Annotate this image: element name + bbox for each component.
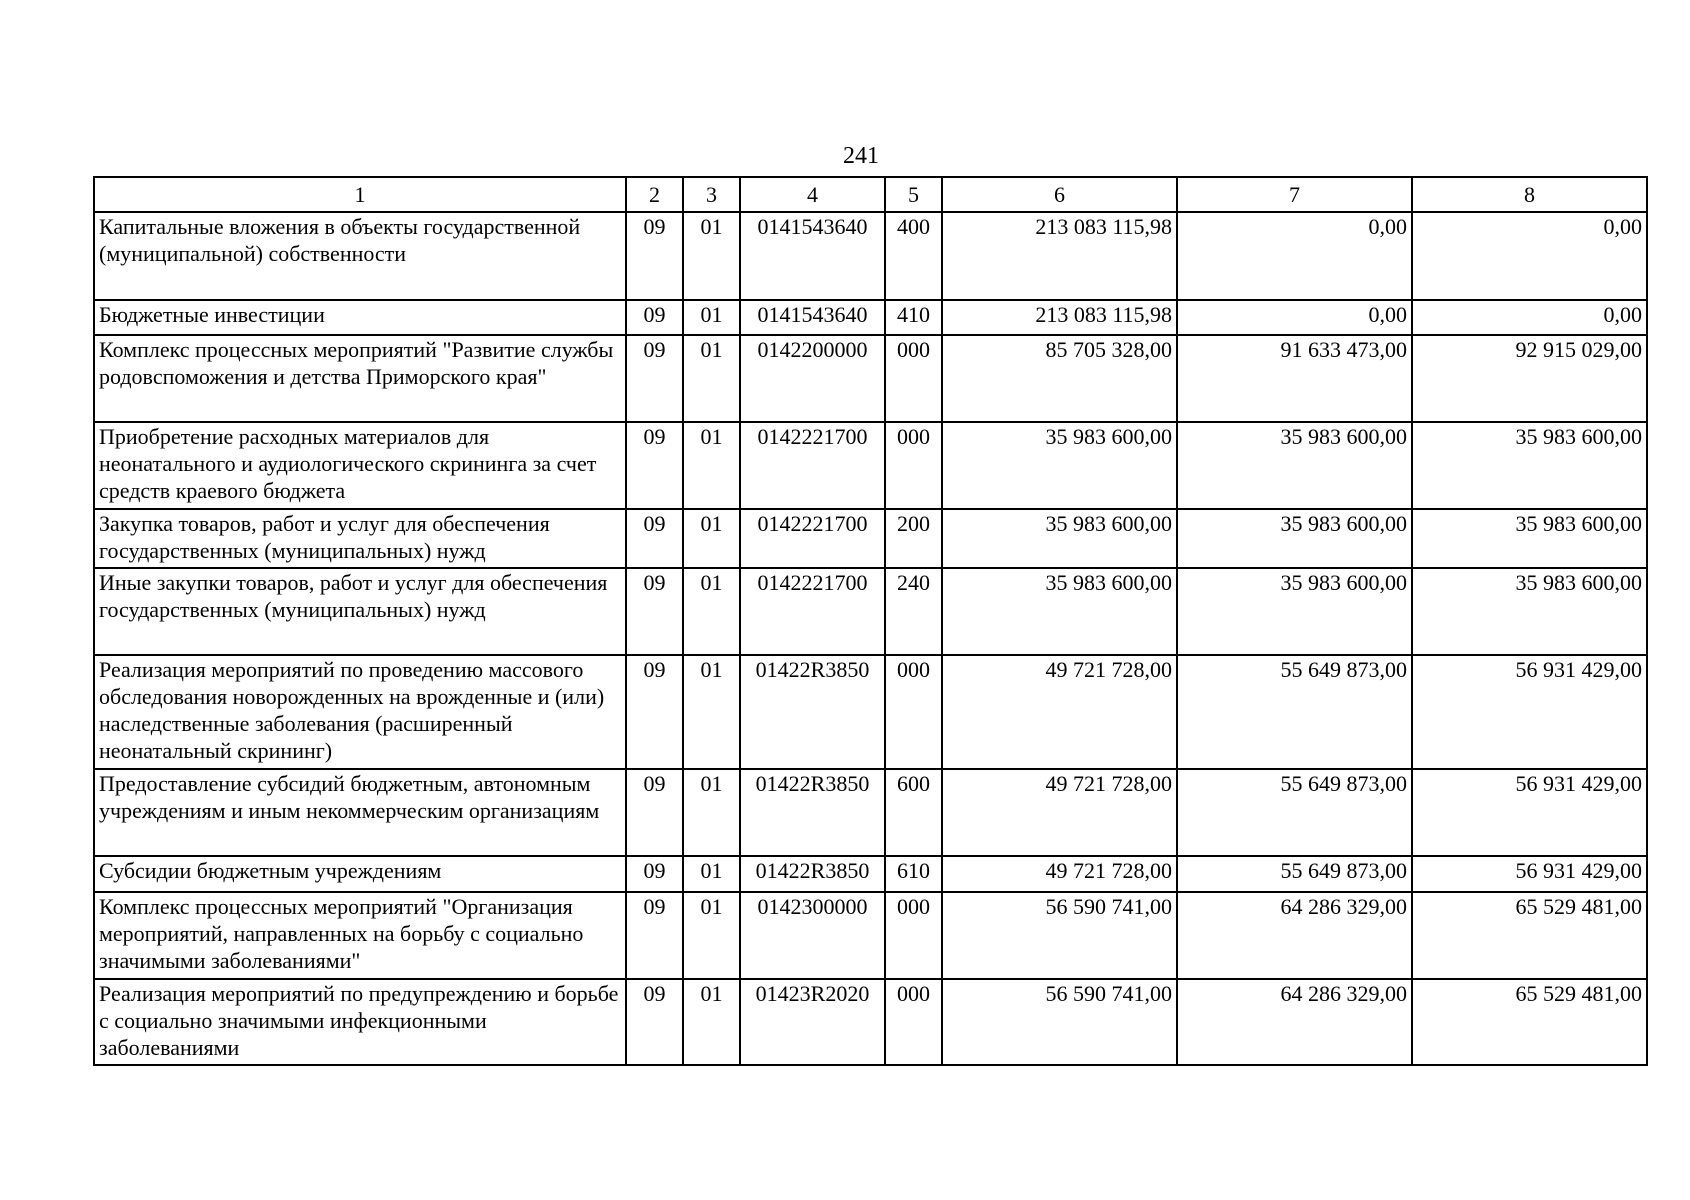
row-code: 000 xyxy=(885,892,942,979)
row-code: 240 xyxy=(885,568,942,655)
row-amount: 55 649 873,00 xyxy=(1177,655,1412,769)
column-header: 7 xyxy=(1177,177,1412,212)
row-code: 200 xyxy=(885,509,942,568)
row-amount: 213 083 115,98 xyxy=(942,300,1177,335)
column-header: 6 xyxy=(942,177,1177,212)
row-code: 09 xyxy=(626,856,683,892)
row-name: Реализация мероприятий по проведению массового обследования новорожденных на врожденные и (или) наследственные заболевания (расширенный неонатальный скрининг) xyxy=(94,655,626,769)
row-name: Закупка товаров, работ и услуг для обеспечения государственных (муниципальных) нужд xyxy=(94,509,626,568)
row-amount: 35 983 600,00 xyxy=(1177,509,1412,568)
row-amount: 65 529 481,00 xyxy=(1412,979,1647,1065)
row-amount: 0,00 xyxy=(1412,212,1647,300)
table-row xyxy=(94,509,1647,568)
row-amount: 55 649 873,00 xyxy=(1177,856,1412,892)
column-header: 3 xyxy=(683,177,740,212)
row-code: 01 xyxy=(683,856,740,892)
row-code: 01 xyxy=(683,655,740,769)
table-row xyxy=(94,300,1647,335)
table-row xyxy=(94,892,1647,979)
table-row xyxy=(94,979,1647,1065)
row-amount: 35 983 600,00 xyxy=(1177,422,1412,509)
row-code: 410 xyxy=(885,300,942,335)
row-amount: 92 915 029,00 xyxy=(1412,335,1647,422)
table-row xyxy=(94,655,1647,769)
row-code: 01 xyxy=(683,979,740,1065)
row-amount: 64 286 329,00 xyxy=(1177,892,1412,979)
row-code: 09 xyxy=(626,769,683,856)
table-row xyxy=(94,568,1647,655)
row-amount: 35 983 600,00 xyxy=(942,422,1177,509)
row-amount: 0,00 xyxy=(1412,300,1647,335)
row-amount: 91 633 473,00 xyxy=(1177,335,1412,422)
row-name: Иные закупки товаров, работ и услуг для обеспечения государственных (муниципальных) нужд xyxy=(94,568,626,655)
row-name: Реализация мероприятий по предупреждению и борьбе с социально значимыми инфекционными заболеваниями xyxy=(94,979,626,1065)
row-code: 000 xyxy=(885,655,942,769)
row-code: 01423R2020 xyxy=(740,979,885,1065)
column-header: 8 xyxy=(1412,177,1647,212)
row-amount: 213 083 115,98 xyxy=(942,212,1177,300)
row-amount: 55 649 873,00 xyxy=(1177,769,1412,856)
row-amount: 35 983 600,00 xyxy=(1177,568,1412,655)
row-code: 01 xyxy=(683,769,740,856)
budget-table xyxy=(93,176,1648,1066)
row-code: 000 xyxy=(885,979,942,1065)
row-amount: 56 590 741,00 xyxy=(942,979,1177,1065)
header-row xyxy=(94,177,1647,212)
row-code: 0142300000 xyxy=(740,892,885,979)
row-code: 0141543640 xyxy=(740,300,885,335)
row-amount: 35 983 600,00 xyxy=(1412,509,1647,568)
row-code: 09 xyxy=(626,655,683,769)
row-amount: 0,00 xyxy=(1177,212,1412,300)
row-code: 09 xyxy=(626,509,683,568)
row-amount: 35 983 600,00 xyxy=(1412,422,1647,509)
row-name: Приобретение расходных материалов для неонатального и аудиологического скрининга за счет средств краевого бюджета xyxy=(94,422,626,509)
row-name: Комплекс процессных мероприятий "Развитие службы родовспоможения и детства Приморского края" xyxy=(94,335,626,422)
column-header: 2 xyxy=(626,177,683,212)
row-name: Субсидии бюджетным учреждениям xyxy=(94,856,626,892)
row-amount: 0,00 xyxy=(1177,300,1412,335)
row-code: 0142221700 xyxy=(740,422,885,509)
row-amount: 56 590 741,00 xyxy=(942,892,1177,979)
row-code: 0142200000 xyxy=(740,335,885,422)
row-name: Предоставление субсидий бюджетным, автономным учреждениям и иным некоммерческим организациям xyxy=(94,769,626,856)
row-code: 610 xyxy=(885,856,942,892)
row-code: 000 xyxy=(885,335,942,422)
row-name: Комплекс процессных мероприятий "Организация мероприятий, направленных на борьбу с социально значимыми заболеваниями" xyxy=(94,892,626,979)
row-code: 01 xyxy=(683,568,740,655)
row-code: 01 xyxy=(683,892,740,979)
row-amount: 35 983 600,00 xyxy=(942,568,1177,655)
row-code: 0142221700 xyxy=(740,509,885,568)
row-amount: 56 931 429,00 xyxy=(1412,856,1647,892)
row-code: 09 xyxy=(626,892,683,979)
row-code: 09 xyxy=(626,422,683,509)
row-code: 09 xyxy=(626,212,683,300)
row-amount: 85 705 328,00 xyxy=(942,335,1177,422)
row-code: 09 xyxy=(626,300,683,335)
table-row xyxy=(94,212,1647,300)
row-code: 01422R3850 xyxy=(740,856,885,892)
column-header: 1 xyxy=(94,177,626,212)
table-row xyxy=(94,769,1647,856)
row-code: 01422R3850 xyxy=(740,769,885,856)
column-header: 5 xyxy=(885,177,942,212)
row-amount: 49 721 728,00 xyxy=(942,769,1177,856)
row-amount: 35 983 600,00 xyxy=(1412,568,1647,655)
row-amount: 49 721 728,00 xyxy=(942,655,1177,769)
row-code: 400 xyxy=(885,212,942,300)
row-code: 0142221700 xyxy=(740,568,885,655)
row-code: 01 xyxy=(683,422,740,509)
row-amount: 49 721 728,00 xyxy=(942,856,1177,892)
row-amount: 64 286 329,00 xyxy=(1177,979,1412,1065)
row-code: 09 xyxy=(626,335,683,422)
row-name: Капитальные вложения в объекты государственной (муниципальной) собственности xyxy=(94,212,626,300)
row-code: 01 xyxy=(683,509,740,568)
row-amount: 56 931 429,00 xyxy=(1412,655,1647,769)
table-row xyxy=(94,422,1647,509)
row-amount: 65 529 481,00 xyxy=(1412,892,1647,979)
row-code: 000 xyxy=(885,422,942,509)
row-code: 01 xyxy=(683,300,740,335)
page-number: 241 xyxy=(843,143,879,169)
table-row xyxy=(94,335,1647,422)
row-code: 09 xyxy=(626,568,683,655)
row-code: 0141543640 xyxy=(740,212,885,300)
column-header: 4 xyxy=(740,177,885,212)
row-code: 01 xyxy=(683,212,740,300)
row-amount: 56 931 429,00 xyxy=(1412,769,1647,856)
row-code: 01 xyxy=(683,335,740,422)
row-amount: 35 983 600,00 xyxy=(942,509,1177,568)
row-code: 600 xyxy=(885,769,942,856)
row-code: 01422R3850 xyxy=(740,655,885,769)
row-code: 09 xyxy=(626,979,683,1065)
table-row xyxy=(94,856,1647,892)
row-name: Бюджетные инвестиции xyxy=(94,300,626,335)
